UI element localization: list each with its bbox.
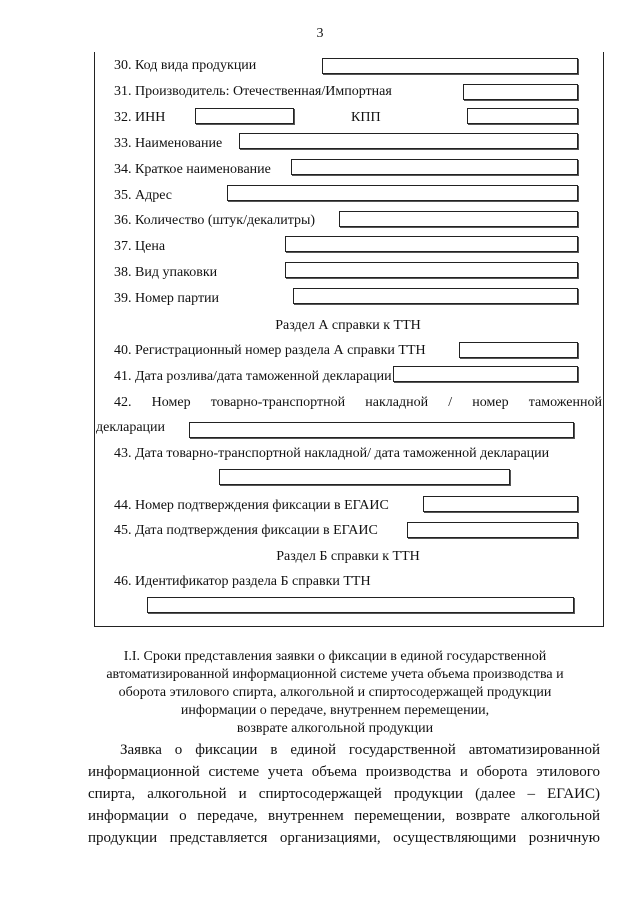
paragraph-line: информационной системе учета объема производства и оборота этилового — [88, 764, 600, 780]
body-paragraph — [88, 739, 600, 849]
field-30-input[interactable] — [322, 58, 578, 74]
field-36-label: 36. Количество (штук/декалитры) — [114, 213, 316, 228]
field-34-input[interactable] — [291, 159, 578, 175]
field-44-input[interactable] — [423, 496, 578, 512]
field-40-label: 40. Регистрационный номер раздела А справки ТТН — [114, 343, 426, 358]
field-39-input[interactable] — [293, 288, 578, 304]
field-32-kpp-input[interactable] — [467, 108, 578, 124]
paragraph-line: информации о передаче, внутреннем перемещении, возврате алкогольной — [88, 808, 600, 824]
field-33-input[interactable] — [239, 133, 578, 149]
section-a-title: Раздел А справки к ТТН — [275, 318, 421, 333]
field-44-label: 44. Номер подтверждения фиксации в ЕГАИС — [114, 498, 389, 513]
field-35-label: 35. Адрес — [114, 188, 173, 203]
field-45-input[interactable] — [407, 522, 578, 538]
field-30-label: 30. Код вида продукции — [114, 58, 257, 73]
field-32-inn-input[interactable] — [195, 108, 294, 124]
field-46-label: 46. Идентификатор раздела Б справки ТТН — [114, 574, 371, 589]
field-45-label: 45. Дата подтверждения фиксации в ЕГАИС — [114, 523, 378, 538]
section-b-title: Раздел Б справки к ТТН — [276, 549, 420, 564]
field-42-input[interactable] — [189, 422, 574, 438]
section-heading: I.I. Сроки представления заявки о фиксации в единой государственной автоматизированной информационной системе учета объема производства и оборота этилового спирта, алкогольной и спиртосодержащей продукции информации о передаче, внутреннем перемещении, возврате алкогольной продукции — [106, 649, 564, 736]
field-37-label: 37. Цена — [114, 239, 166, 254]
field-39-label: 39. Номер партии — [114, 291, 220, 306]
field-32-inn-label: 32. ИНН — [114, 110, 166, 125]
paragraph-line: Заявка о фиксации в единой государственной автоматизированной — [120, 742, 600, 758]
field-38-input[interactable] — [285, 262, 578, 278]
field-43-label: 43. Дата товарно-транспортной накладной/ дата таможенной декларации — [114, 446, 550, 461]
field-41-input[interactable] — [393, 366, 578, 382]
field-42-label-cont: декларации — [96, 420, 166, 435]
field-42-label: 42. Номер товарно-транспортной накладной / номер таможенной — [114, 395, 602, 410]
field-43-input[interactable] — [219, 469, 510, 485]
field-33-label: 33. Наименование — [114, 136, 223, 151]
field-35-input[interactable] — [227, 185, 578, 201]
field-41-label: 41. Дата розлива/дата таможенной декларации — [114, 369, 392, 384]
field-46-input[interactable] — [147, 597, 574, 613]
field-38-label: 38. Вид упаковки — [114, 265, 218, 280]
field-32-kpp-label: КПП — [351, 110, 381, 125]
field-40-input[interactable] — [459, 342, 578, 358]
field-31-input[interactable] — [463, 84, 578, 100]
paragraph-line: спирта, алкогольной и спиртосодержащей продукции (далее – ЕГАИС) — [88, 786, 600, 802]
field-36-input[interactable] — [339, 211, 578, 227]
field-31-label: 31. Производитель: Отечественная/Импортная — [114, 84, 392, 99]
field-37-input[interactable] — [285, 236, 578, 252]
paragraph-line: продукции представляется организациями, осуществляющими розничную — [88, 830, 600, 846]
field-34-label: 34. Краткое наименование — [114, 162, 271, 177]
page-number: 3 — [316, 26, 324, 41]
